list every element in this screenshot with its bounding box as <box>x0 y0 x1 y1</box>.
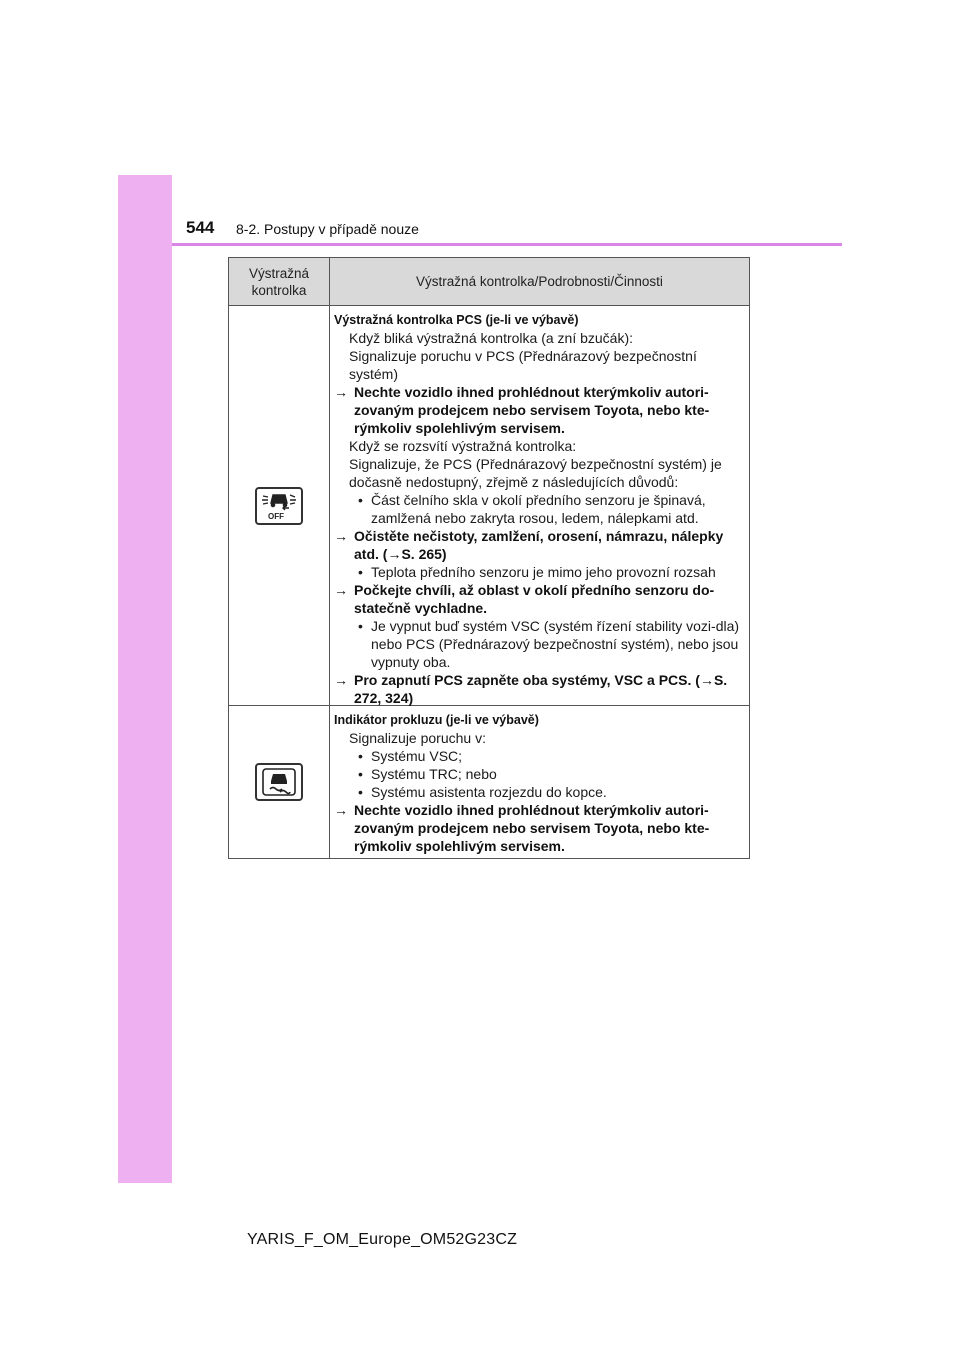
arrow-icon: → <box>387 546 402 562</box>
detail-text: Signalizuje poruchu v PCS (Přednárazový bezpečnostní systém) <box>349 348 697 382</box>
side-color-band <box>118 175 172 1183</box>
detail-text: Když se rozsvítí výstražná kontrolka: <box>349 438 577 454</box>
bullet-item: • Část čelního skla v okolí předního senzoru je špinavá, zamlžená nebo zakryta rosou, ledem, nálepkami atd. <box>334 491 745 527</box>
action-item: → Nechte vozidlo ihned prohlédnout kterýmkoliv autori-zovaným prodejcem nebo servisem Toyota, nebo kte-rýmkoliv spolehlivým servisem. <box>334 384 710 436</box>
table-row <box>229 306 749 705</box>
icon-cell <box>229 706 330 858</box>
pcs-off-warning-icon <box>255 487 303 525</box>
action-item: → Očistěte nečistoty, zamlžení, orosení, námrazu, nálepky atd. (→S. 265) <box>334 528 724 562</box>
bullet-item: • Systému TRC; nebo <box>334 765 745 783</box>
header-rule <box>172 243 842 246</box>
section-title: 8-2. Postupy v případě nouze <box>236 221 419 237</box>
column-header-details: Výstražná kontrolka/Podrobnosti/Činnosti <box>416 274 663 289</box>
page-number: 544 <box>186 218 215 237</box>
bullet-item: • Je vypnut buď systém VSC (systém řízení stability vozi-dla) nebo PCS (Přednárazový bezpečnostní systém), nebo jsou vypnuty oba. <box>334 617 745 671</box>
warning-light-table <box>228 257 750 859</box>
column-header-icon: Výstražná kontrolka <box>229 258 330 305</box>
document-code: YARIS_F_OM_Europe_OM52G23CZ <box>247 1231 518 1248</box>
bullet-item: • Teplota předního senzoru je mimo jeho provozní rozsah <box>334 563 745 581</box>
action-item: → Pro zapnutí PCS zapněte oba systémy, VSC a PCS. (→S. 272, 324) <box>334 672 728 706</box>
row-title: Indikátor prokluzu (je-li ve výbavě) <box>334 713 539 727</box>
slip-indicator-icon <box>255 763 303 801</box>
arrow-icon: → <box>334 528 348 544</box>
bullet-item: • Systému VSC; <box>334 747 745 765</box>
bullet-item: • Systému asistenta rozjezdu do kopce. <box>334 783 745 801</box>
detail-text: Když bliká výstražná kontrolka (a zní bzučák): <box>349 330 634 346</box>
table-header <box>229 258 749 306</box>
action-item: → Nechte vozidlo ihned prohlédnout kterýmkoliv autori-zovaným prodejcem nebo servisem Toyota, nebo kte-rýmkoliv spolehlivým servisem. <box>334 802 710 854</box>
arrow-icon: → <box>334 672 348 688</box>
arrow-icon: → <box>334 582 348 598</box>
icon-cell <box>229 306 330 705</box>
arrow-icon: → <box>334 802 348 818</box>
svg-text:OFF: OFF <box>268 511 284 521</box>
table-row <box>229 705 749 858</box>
action-item: → Počkejte chvíli, až oblast v okolí předního senzoru do-statečně vychladne. <box>334 582 715 616</box>
details-cell <box>330 306 749 705</box>
detail-text: Signalizuje, že PCS (Přednárazový bezpečnostní systém) je dočasně nedostupný, zřejmě z následujících důvodů: <box>349 456 722 490</box>
detail-text: Signalizuje poruchu v: <box>349 730 486 746</box>
arrow-icon: → <box>334 384 348 400</box>
arrow-icon: → <box>699 672 714 688</box>
row-title: Výstražná kontrolka PCS (je-li ve výbavě) <box>334 313 579 327</box>
details-cell <box>330 706 749 858</box>
